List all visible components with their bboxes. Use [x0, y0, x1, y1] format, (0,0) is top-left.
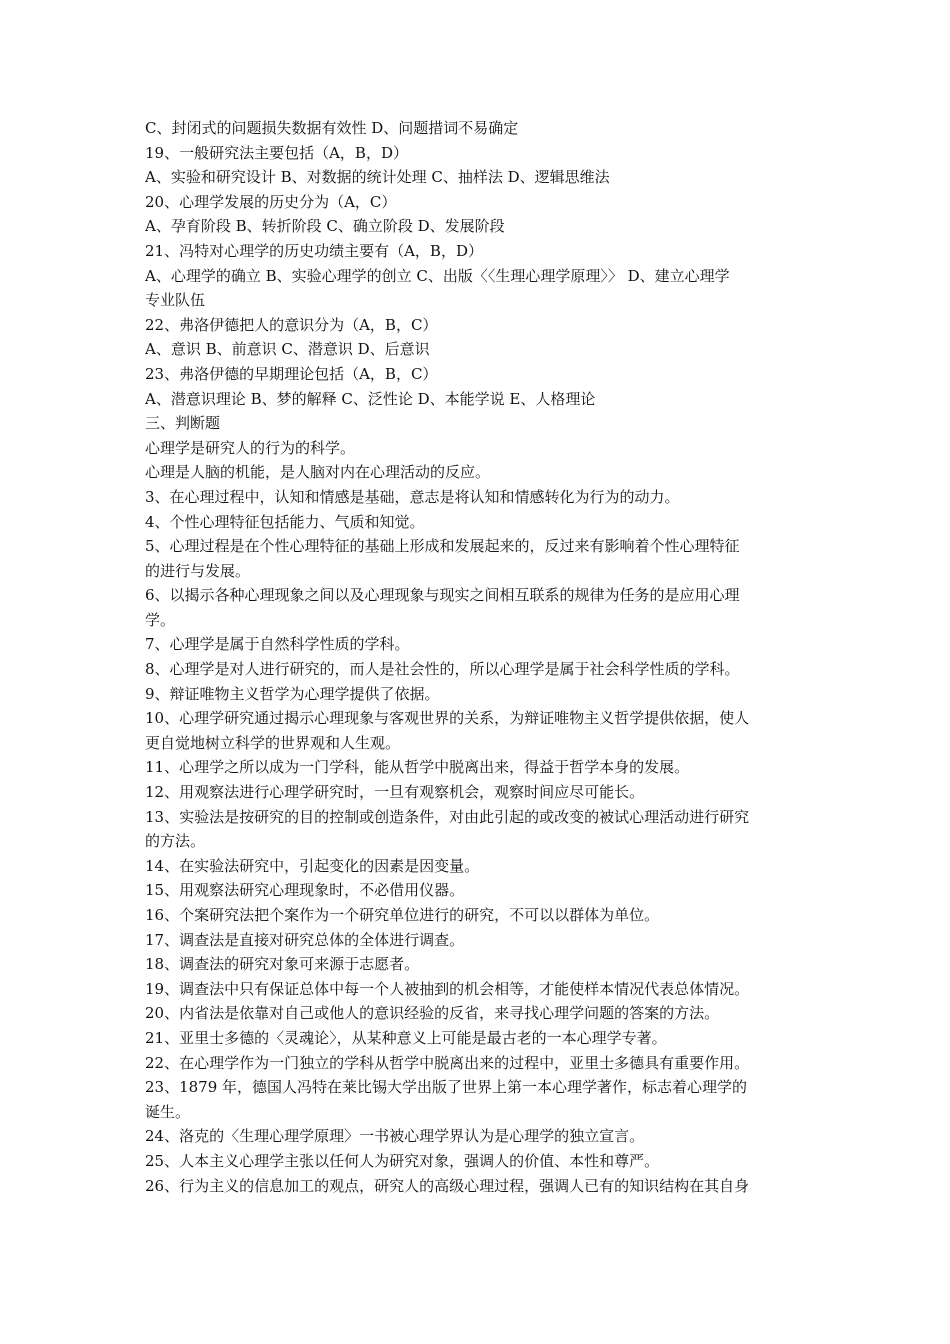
text-line: 4、个性心理特征包括能力、气质和知觉。 — [145, 512, 425, 531]
text-line: 22、弗洛伊德把人的意识分为（A，B，C） — [145, 315, 438, 334]
text-line: 21、冯特对心理学的历史功绩主要有（A，B，D） — [145, 241, 483, 260]
text-line: 心理学是研究人的行为的科学。 — [145, 438, 356, 457]
text-line: 心理是人脑的机能，是人脑对内在心理活动的反应。 — [145, 463, 491, 482]
text-line: 19、调查法中只有保证总体中每一个人被抽到的机会相等，才能使样本情况代表总体情况。 — [145, 979, 750, 998]
text-line: 11、心理学之所以成为一门学科，能从哲学中脱离出来，得益于哲学本身的发展。 — [145, 758, 690, 777]
text-line: A、潜意识理论 B、梦的解释 C、泛性论 D、本能学说 E、人格理论 — [145, 389, 596, 408]
text-line: 的进行与发展。 — [145, 561, 251, 580]
text-line: 16、个案研究法把个案作为一个研究单位进行的研究，不可以以群体为单位。 — [145, 906, 660, 924]
text-line: 9、辩证唯物主义哲学为心理学提供了依据。 — [145, 684, 440, 703]
text-line: 诞生。 — [145, 1102, 191, 1121]
text-line: 22、在心理学作为一门独立的学科从哲学中脱离出来的过程中，亚里士多德具有重要作用。 — [145, 1053, 750, 1072]
text-line: 专业队伍 — [145, 291, 206, 310]
text-line: 19、一般研究法主要包括（A，B，D） — [145, 143, 408, 162]
text-line: 学。 — [145, 610, 176, 629]
text-line: 17、调查法是直接对研究总体的全体进行调查。 — [145, 930, 465, 949]
text-line: 6、以揭示各种心理现象之间以及心理现象与现实之间相互联系的规律为任务的是应用心理 — [145, 586, 740, 605]
text-line: 25、人本主义心理学主张以任何人为研究对象，强调人的价值、本性和尊严。 — [145, 1151, 660, 1170]
text-line: A、意识 B、前意识 C、潜意识 D、后意识 — [145, 340, 430, 359]
text-line: 26、行为主义的信息加工的观点，研究人的高级心理过程，强调人已有的知识结构在其自身 — [145, 1176, 750, 1195]
text-line: 10、心理学研究通过揭示心理现象与客观世界的关系，为辩证唯物主义哲学提供依据，使人 — [145, 709, 750, 728]
document-page — [145, 116, 810, 1198]
text-line: 8、心理学是对人进行研究的，而人是社会性的，所以心理学是属于社会科学性质的学科。 — [145, 660, 740, 679]
text-line: 7、心理学是属于自然科学性质的学科。 — [145, 635, 410, 654]
text-line: 15、用观察法研究心理现象时，不必借用仪器。 — [145, 881, 465, 900]
text-line: A、心理学的确立 B、实验心理学的创立 C、出版〈〈生理心理学原理〉〉 D、建立心理学 — [145, 266, 730, 285]
text-line: 更自觉地树立科学的世界观和人生观。 — [145, 733, 401, 752]
text-line: 的方法。 — [145, 832, 206, 851]
text-line: 21、亚里士多德的〈灵魂论〉，从某种意义上可能是最古老的一本心理学专著。 — [145, 1028, 667, 1047]
section-heading: 三、判断题 — [145, 414, 221, 433]
text-line: 5、心理过程是在个性心理特征的基础上形成和发展起来的，反过来有影响着个性心理特征 — [145, 537, 740, 556]
text-line: 20、心理学发展的历史分为（A，C） — [145, 192, 397, 211]
text-line: 18、调查法的研究对象可来源于志愿者。 — [145, 955, 420, 974]
text-line: A、孕育阶段 B、转折阶段 C、确立阶段 D、发展阶段 — [145, 217, 505, 236]
text-line: 23、1879 年，德国人冯特在莱比锡大学出版了世界上第一本心理学著作，标志着心理学的 — [145, 1078, 748, 1097]
text-line: 13、实验法是按研究的目的控制或创造条件，对由此引起的或改变的被试心理活动进行研究 — [145, 807, 750, 826]
text-line: 20、内省法是依靠对自己或他人的意识经验的反省，来寻找心理学问题的答案的方法。 — [145, 1004, 720, 1023]
text-line: A、实验和研究设计 B、对数据的统计处理 C、抽样法 D、逻辑思维法 — [145, 168, 610, 187]
text-line: 12、用观察法进行心理学研究时，一旦有观察机会，观察时间应尽可能长。 — [145, 783, 645, 802]
text-line: 24、洛克的〈生理心理学原理〉一书被心理学界认为是心理学的独立宣言。 — [145, 1127, 645, 1146]
text-line: C、封闭式的问题损失数据有效性 D、问题措词不易确定 — [145, 119, 519, 137]
text-line: 3、在心理过程中，认知和情感是基础，意志是将认知和情感转化为行为的动力。 — [145, 487, 680, 506]
text-line: 23、弗洛伊德的早期理论包括（A，B，C） — [145, 364, 438, 383]
text-line: 14、在实验法研究中，引起变化的因素是因变量。 — [145, 856, 480, 875]
